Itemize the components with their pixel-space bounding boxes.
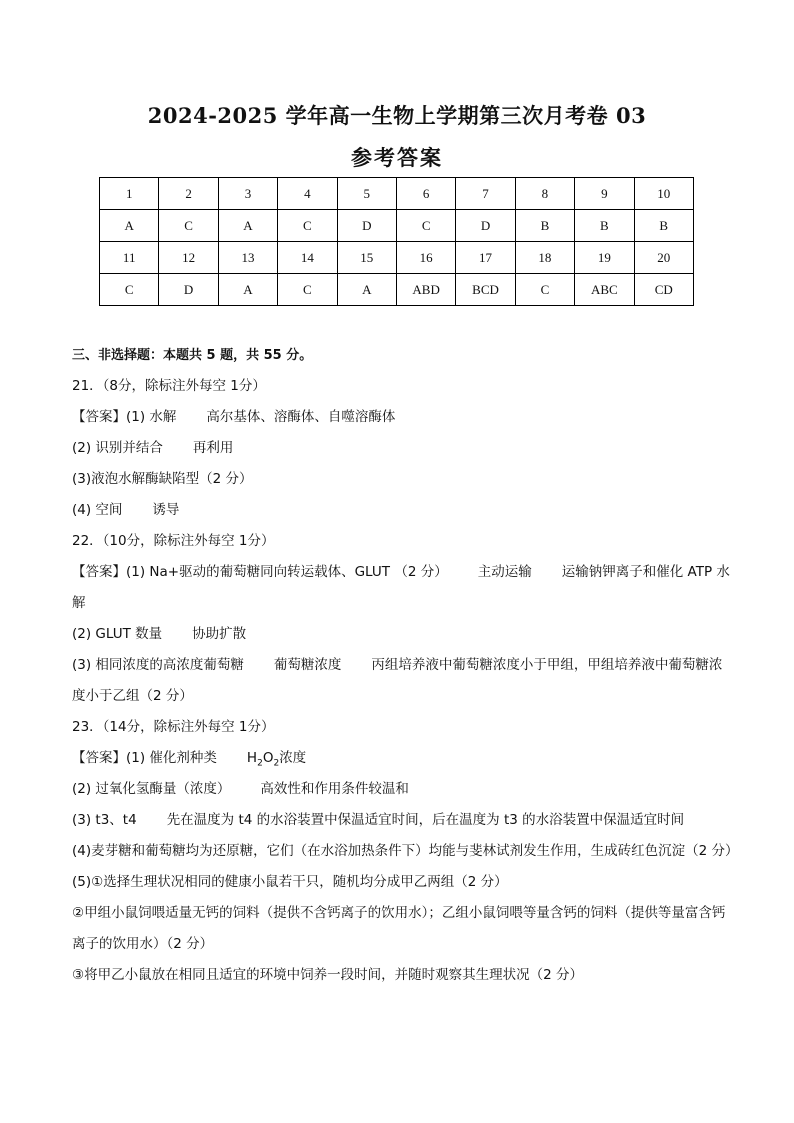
question-number-cell: 8 [515,178,574,210]
answer-cell: BCD [456,274,515,306]
q21-1a: 【答案】(1) 水解 [72,409,177,425]
answer-table-row [100,274,694,306]
question-number-cell: 13 [218,242,277,274]
question-number-cell: 20 [634,242,693,274]
page-subtitle: 参考答案 [351,145,443,170]
q23-2a: (2) 过氧化氢酶量（浓度） [72,781,231,797]
answer-cell: A [218,274,277,306]
q23-answer-5: (5)①选择生理状况相同的健康小鼠若干只，随机均分成甲乙两组（2 分） [72,874,508,890]
answer-cell: A [337,274,396,306]
answer-cell: D [159,274,218,306]
answer-table-row [100,242,694,274]
question-number-cell: 1 [100,178,159,210]
question-number-cell: 12 [159,242,218,274]
answer-cell: C [159,210,218,242]
q23-answer-3 [72,805,732,836]
question-number-cell: 3 [218,178,277,210]
question-number-cell: 16 [396,242,455,274]
q21-2a: (2) 识别并结合 [72,440,163,456]
non-choice-section [72,340,739,991]
q21-1b: 高尔基体、溶酶体、自噬溶酶体 [206,409,396,425]
q22-3b: 葡萄糖浓度 [273,657,342,673]
question-number-cell: 2 [159,178,218,210]
question-number-cell: 14 [278,242,337,274]
answer-cell: ABC [575,274,634,306]
answer-cell: D [337,210,396,242]
question-number-cell: 17 [456,242,515,274]
q23-answer-1 [72,743,732,774]
q21-4b: 诱导 [152,502,180,518]
question-number-cell: 4 [278,178,337,210]
q22-answer-3 [72,650,732,712]
answer-cell: C [278,210,337,242]
q22-2a: (2) GLUT 数量 [72,626,163,642]
section-heading: 三、非选择题：本题共 5 题，共 55 分。 [72,348,313,363]
q22-1b: 主动运输 [477,564,532,580]
q23-2b: 高效性和作用条件较温和 [260,781,409,797]
q23-3a: (3) t3、t4 [72,812,137,828]
q22-1c: 运输钠钾离子和催化 ATP 水解 [72,564,730,611]
question-number-cell: 18 [515,242,574,274]
question-number-cell: 19 [575,242,634,274]
answer-cell: B [634,210,693,242]
question-number-cell: 10 [634,178,693,210]
q23-1b: $H_2O_2$浓度 [246,750,307,769]
question-number-cell: 7 [456,178,515,210]
q22-3a: (3) 相同浓度的高浓度葡萄糖 [72,657,244,673]
q23-3b: 先在温度为 t4 的水浴装置中保温适宜时间，后在温度为 t3 的水浴装置中保温适宜时间 [166,812,685,828]
q23-answer-7: ③将甲乙小鼠放在相同且适宜的环境中饲养一段时间，并随时观察其生理状况（2 分） [72,967,583,983]
answer-cell: C [100,274,159,306]
q23-1a: 【答案】(1) 催化剂种类 [72,750,217,766]
q23-answer-6: ②甲组小鼠饲喂适量无钙的饲料（提供不含钙离子的饮用水）；乙组小鼠饲喂等量含钙的饲料（提供等量富含钙离子的饮用水）（2 分） [72,905,726,952]
answer-cell: ABD [396,274,455,306]
answer-cell: C [278,274,337,306]
q22-1a: 【答案】(1) Na+驱动的葡萄糖同向转运载体、GLUT （2 分） [72,564,448,580]
q22-answer-2 [72,619,732,650]
q21-header: 21．（8分，除标注外每空 1分） [72,378,266,394]
q21-2b: 再利用 [192,440,234,456]
q23-answer-4: (4)麦芽糖和葡萄糖均为还原糖，它们（在水浴加热条件下）均能与斐林试剂发生作用，生成砖红色沉淀（2 分） [72,843,739,859]
question-number-cell: 9 [575,178,634,210]
q22-answer-1 [72,557,732,619]
q22-header: 22．（10分，除标注外每空 1分） [72,533,275,549]
question-number-cell: 11 [100,242,159,274]
answer-table [99,177,694,306]
q21-answer-1 [72,402,732,433]
answer-cell: B [515,210,574,242]
answer-cell: B [575,210,634,242]
answer-cell: C [515,274,574,306]
answer-cell: CD [634,274,693,306]
q21-4a: (4) 空间 [72,502,123,518]
q23-answer-2 [72,774,732,805]
q22-2b: 协助扩散 [192,626,247,642]
q23-header: 23．（14分，除标注外每空 1分） [72,719,275,735]
answer-cell: D [456,210,515,242]
page-title: 2024-2025 学年高一生物上学期第三次月考卷 03 [147,103,647,128]
q21-answer-4 [72,495,732,526]
answer-table-row [100,178,694,210]
answer-cell: C [396,210,455,242]
question-number-cell: 6 [396,178,455,210]
q21-answer-2 [72,433,732,464]
question-number-cell: 5 [337,178,396,210]
answer-table-row [100,210,694,242]
q21-answer-3: (3)液泡水解酶缺陷型（2 分） [72,471,253,487]
question-number-cell: 15 [337,242,396,274]
answer-cell: A [100,210,159,242]
q22-3c: 丙组培养液中葡萄糖浓度小于甲组，甲组培养液中葡萄糖浓度小于乙组（2 分） [72,657,723,704]
answer-cell: A [218,210,277,242]
